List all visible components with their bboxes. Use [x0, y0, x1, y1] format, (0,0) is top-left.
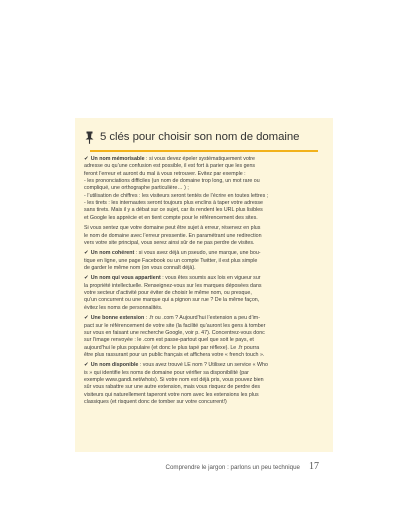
- text-line: sûr vous rabattre sur une autre extension, mais vous risquez de perdre des: [84, 384, 261, 391]
- tip-text: : si vous devez épeler systématiquement votre: [144, 156, 255, 162]
- tip-text: Si vous sentez que votre domaine peut être sujet à erreur, réservez en plus: [84, 225, 261, 232]
- tip-box-header: [84, 128, 324, 146]
- text-line: is » qui identifie les noms de domaine pour vérifier sa disponibilité (par: [84, 369, 249, 376]
- text-line: et Google les apprécie et en tient compte pour le référencement des sites.: [84, 214, 258, 221]
- text-line: classiques (et risquent donc de tomber sur votre concurrent!): [84, 399, 227, 406]
- text-line: la propriété intellectuelle. Renseignez-vous sur les marques déposées dans: [84, 282, 262, 289]
- tip-paragraph: [84, 362, 324, 406]
- text-line: pact sur le référencement de votre site (la facilité qu’auront les gens à tomber: [84, 322, 266, 329]
- tip-lead: Un nom mémorisable: [90, 156, 145, 162]
- tip-paragraph: [84, 315, 324, 359]
- footer-chapter-title: Comprendre le jargon : parlons un peu technique: [165, 464, 300, 471]
- text-line: - l’utilisation de chiffres : les visiteurs seront tentés de l’écrire en toutes lettres ;: [84, 192, 269, 199]
- text-line: - les tirets : les internautes seront toujours plus enclins à taper votre adresse: [84, 200, 264, 207]
- tip-lead: Un nom qui vous appartient: [90, 275, 161, 282]
- tip-lead: Une bonne extension: [90, 315, 145, 322]
- text-line: compliqué, une orthographe particulière… ) ;: [84, 185, 189, 192]
- checkmark-icon: ✔: [84, 275, 89, 282]
- tip-paragraph: [84, 275, 324, 312]
- text-line: [84, 315, 324, 322]
- text-line: vers votre site principal, vous serez ainsi sûr de ne pas perdre de visites.: [84, 239, 255, 246]
- text-line: [84, 362, 324, 369]
- tip-lead: Un nom disponible: [90, 362, 139, 369]
- tip-box-title: 5 clés pour choisir son nom de domaine: [100, 131, 300, 143]
- checkmark-icon: ✔: [84, 156, 89, 162]
- tip-text: : si vous avez déjà un pseudo, une marque, une bou-: [134, 250, 261, 257]
- tip-text: : .fr ou .com ? Aujourd’hui l’extension a peu d’im-: [144, 315, 260, 322]
- text-line: sur vous en faisant une recherche Google, voir p. 47). Concentrez-vous donc: [84, 329, 265, 336]
- text-line: de garder le même nom (on vous connaît déjà).: [84, 265, 196, 271]
- text-line: [84, 156, 324, 163]
- text-line: [84, 250, 324, 257]
- page-number: 17: [309, 461, 319, 472]
- text-line: exemple www.gandi.net/whois). Si votre nom est déjà pris, vous pouvez bien: [84, 377, 264, 384]
- text-line: sur l’image renvoyée : le .com est passe-partout quel que soit le pays, et: [84, 337, 254, 344]
- text-line: aujourd’hui le plus populaire (et donc le plus tapé par réflexe). Le .fr pourra: [84, 344, 260, 351]
- text-line: adresse ou qu’une confusion est possible, il est fort à parier que les gens: [84, 163, 256, 170]
- tip-box-content: [84, 156, 324, 406]
- page-footer: [0, 460, 400, 480]
- text-line: tique en ligne, une page Facebook ou un compte Twitter, il est plus simple: [84, 257, 258, 264]
- tip-paragraph: [84, 225, 324, 247]
- title-underline: [90, 150, 318, 152]
- tip-paragraph: [84, 250, 324, 272]
- text-line: sans tirets. Mais il y a débat sur ce sujet, car ils rendent les URL plus lisibles: [84, 207, 263, 214]
- checkmark-icon: ✔: [84, 362, 89, 369]
- tip-lead: Un nom cohérent: [90, 250, 135, 257]
- tip-text: : vous êtes soumis aux lois en vigueur sur: [160, 275, 261, 282]
- text-line: évitez les noms de personnalités.: [84, 304, 163, 311]
- checkmark-icon: ✔: [84, 250, 89, 257]
- text-line: [84, 225, 324, 232]
- text-line: [84, 275, 324, 282]
- text-line: - les prononciations difficiles (un nom de domaine trop long, un mot rare ou: [84, 178, 260, 185]
- pushpin-icon: [84, 131, 95, 144]
- tip-box: [75, 118, 333, 452]
- tip-text: : vous avez trouvé LE nom ? Utilisez un service « Who: [138, 362, 268, 369]
- text-line: votre secteur d’activité pour éviter de choisir le même nom, ou presque,: [84, 290, 252, 297]
- text-line: le nom de domaine avec l’erreur pressentie. En paramétrant une redirection: [84, 232, 262, 239]
- text-line: qu’un concurrent ou une marque qui a pignon sur rue ? De la même façon,: [84, 297, 260, 304]
- text-line: visiteurs qui naturellement taperont votre nom avec les extensions les plus: [84, 391, 259, 398]
- checkmark-icon: ✔: [84, 315, 89, 322]
- tip-paragraph: [84, 156, 324, 222]
- text-line: feront l’erreur et auront du mal à vous retrouver. Évitez par exemple :: [84, 170, 246, 177]
- text-line: être plus rassurant pour un public français et affichera votre « french touch ».: [84, 351, 265, 358]
